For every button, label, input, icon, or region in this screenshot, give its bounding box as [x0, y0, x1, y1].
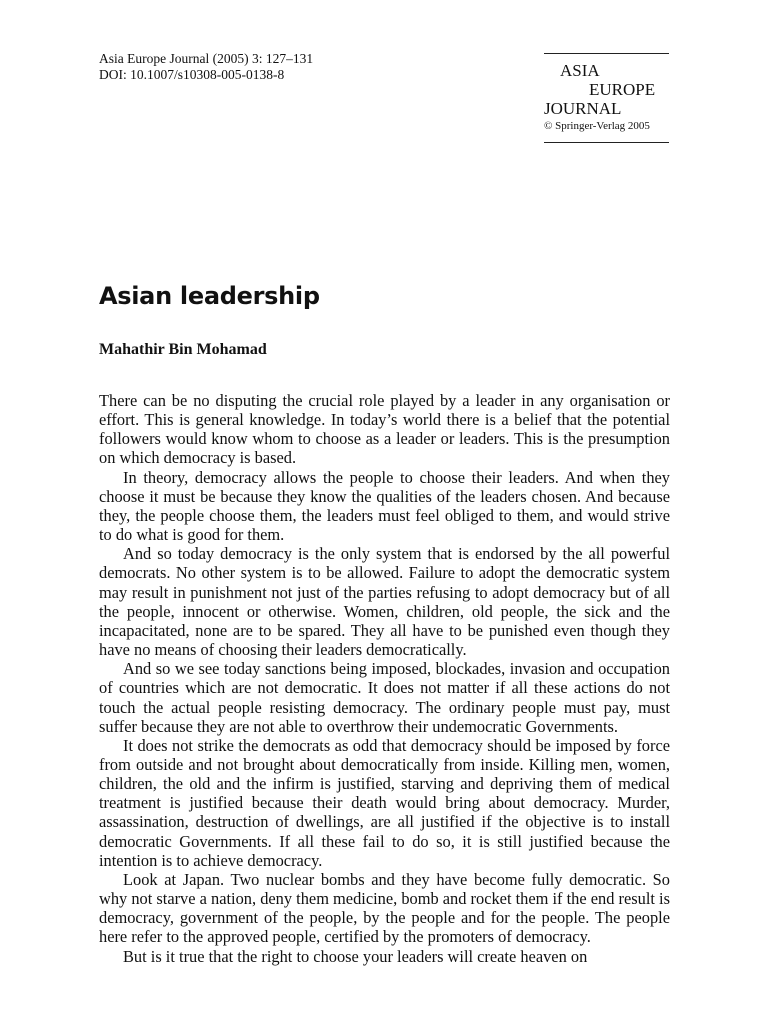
body-paragraph: It does not strike the democrats as odd that democracy should be imposed by force from outside and not brought about democratically from inside. Killing men, women, children, the old and the infirm is justified, starving and depriving them of medical treatment is justified because their death would bring about democracy. Murder, assassination, destruction of dwellings, are all justified if the objective is to install democratic Governments. If all these fail to do so, it is still justified because the intention is to achieve democracy. [99, 735, 670, 870]
masthead-word-journal: JOURNAL [544, 99, 622, 118]
body-paragraph: And so today democracy is the only system that is endorsed by the all powerful democrats. No other system is to be allowed. Failure to adopt the democratic system may result in punishment not just of the parties refusing to adopt democracy but of all the people, innocent or otherwise. Women, children, old people, the sick and the incapacitated, none are to be spared. They all have to be punished even though they have no means of choosing their leaders democratically. [99, 544, 670, 660]
body-paragraph: There can be no disputing the crucial role played by a leader in any organisation or effort. This is general knowledge. In today’s world there is a belief that the potential followers would know whom to choose as a leader or leaders. This is the presumption on which democracy is based. [99, 391, 670, 468]
body-paragraph: But is it true that the right to choose your leaders will create heaven on [123, 946, 588, 966]
journal-masthead [544, 53, 669, 143]
citation-journal-line: Asia Europe Journal (2005) 3: 127–131 [99, 51, 314, 66]
masthead-word-asia: ASIA [560, 61, 600, 80]
article-body [99, 391, 670, 1024]
masthead-word-europe: EUROPE [589, 80, 656, 99]
article-author: Mahathir Bin Mohamad [99, 341, 267, 358]
body-paragraph: Look at Japan. Two nuclear bombs and they have become fully democratic. So why not starve a nation, deny them medicine, bomb and rocket them if the end result is democracy, government of the people, by the people and for the people. The people here refer to the approved people, certified by the promoters of democracy. [99, 869, 670, 947]
citation-block [99, 51, 313, 83]
body-paragraph: In theory, democracy allows the people to choose their leaders. And when they choose it must be because they know the qualities of the leaders chosen. And because they, the people choose them, the leaders must feel obliged to them, and would strive to do what is good for them. [99, 467, 670, 545]
article-title: Asian leadership [99, 282, 320, 310]
citation-doi-line: DOI: 10.1007/s10308-005-0138-8 [99, 67, 285, 82]
body-paragraph: And so we see today sanctions being imposed, blockades, invasion and occupation of countries which are not democratic. It does not matter if all these actions do not touch the actual people resisting democracy. The ordinary people must pay, must suffer because they are not able to overthrow their undemocratic Governments. [99, 659, 670, 736]
masthead-publisher: © Springer-Verlag 2005 [544, 120, 650, 132]
